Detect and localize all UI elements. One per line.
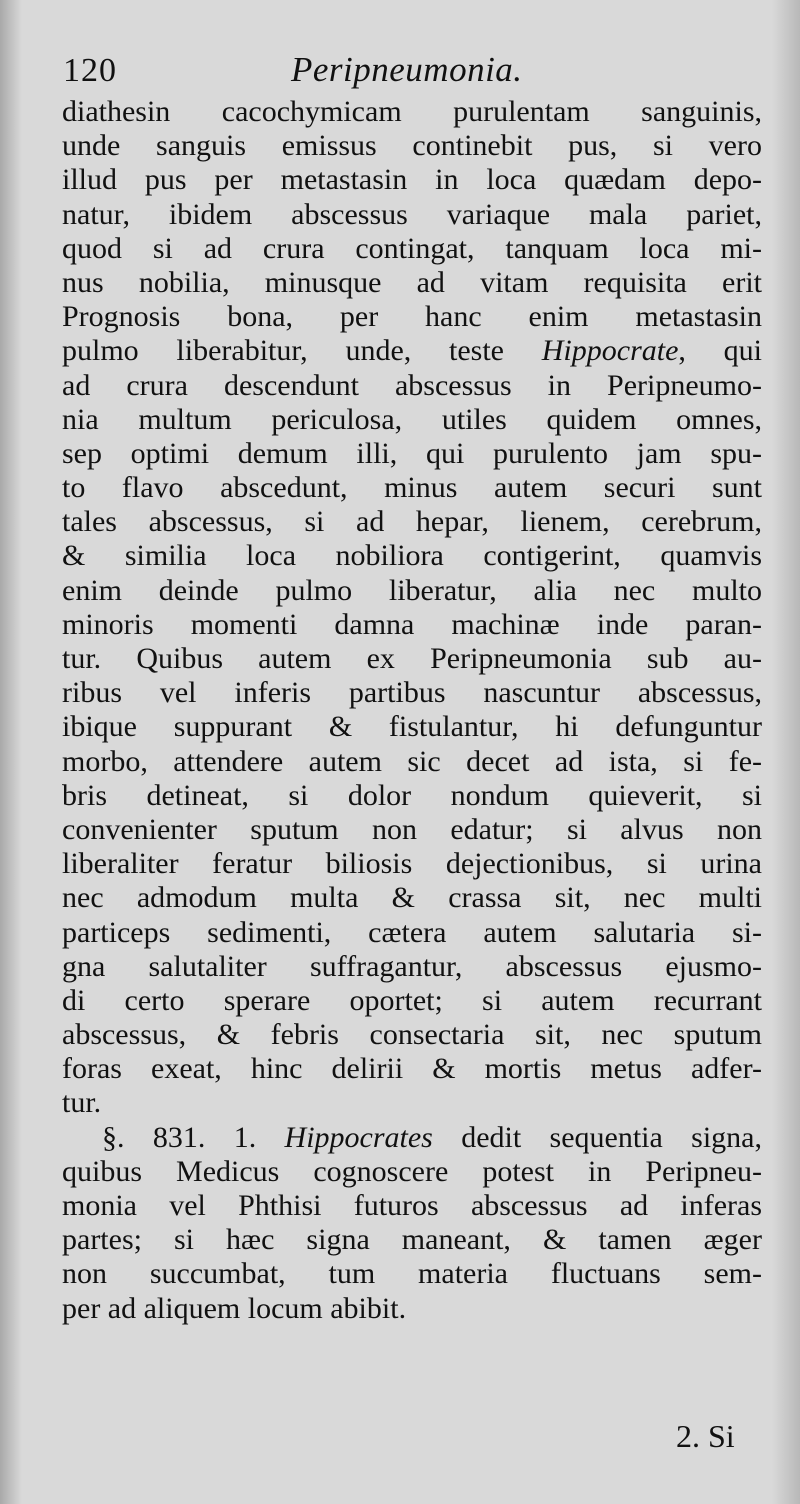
text-line: foras exeat, hinc delirii & mortis metus adfer- [62,1052,762,1086]
text-line: sep optimi demum illi, qui purulento jam spu- [62,436,762,470]
text-line: di certo sperare oportet; si autem recurrant [62,983,762,1017]
text-line: particeps sedimenti, cætera autem salutaria si- [62,915,762,949]
text-line: non succumbat, tum materia fluctuans sem- [62,1257,762,1291]
text-line: nec admodum multa & crassa sit, nec multi [62,881,762,915]
text-line: Prognosis bona, per hanc enim metastasin [62,300,762,334]
text-line: tur. [62,1086,102,1120]
section-start-line [62,1121,762,1155]
text-line: tales abscessus, si ad hepar, lienem, cerebrum, [62,505,762,539]
text-line: bris detineat, si dolor nondum quieverit, si [62,778,762,812]
text-line: quod si ad crura contingat, tanquam loca mi- [62,231,762,265]
text-line: ribus vel inferis partibus nascuntur abscessus, [62,676,762,710]
text-line: nia multum periculosa, utiles quidem omnes, [62,402,762,436]
text-line: abscessus, & febris consectaria sit, nec sputum [62,1018,762,1052]
body-text [62,95,762,1326]
text-line: ad crura descendunt abscessus in Peripneumo- [62,368,762,402]
text-line: partes; si hæc signa maneant, & tamen æger [62,1223,762,1257]
page-number: 120 [63,52,117,89]
page-header [63,48,763,98]
text-line: to flavo abscedunt, minus autem securi sunt [62,471,762,505]
running-title: Peripneumonia. [291,50,523,89]
section-number: §. 831. 1. [102,1120,285,1154]
text-line: diathesin cacochymicam purulentam sanguinis, [62,95,762,128]
text-line: enim deinde pulmo liberatur, alia nec multo [62,573,762,607]
text-line: convenienter sputum non edatur; si alvus non [62,812,762,846]
text-line: nus nobilia, minusque ad vitam requisita erit [62,265,762,299]
text-line: unde sanguis emissus continebit pus, si vero [62,129,762,163]
text-fragment: , qui [678,334,762,368]
text-line: illud pus per metastasin in loca quædam depo- [62,163,762,197]
italic-name: Hippocrate [541,334,679,368]
text-line: morbo, attendere autem sic decet ad ista, si fe- [62,744,762,778]
text-line: minoris momenti damna machinæ inde paran- [62,607,762,641]
text-line [62,334,762,368]
text-line: liberaliter feratur biliosis dejectionibus, si urina [62,847,762,881]
text-line: natur, ibidem abscessus variaque mala pariet, [62,197,762,231]
text-line: monia vel Phthisi futuros abscessus ad inferas [62,1189,762,1222]
text-line: tur. Quibus autem ex Peripneumonia sub au- [62,642,762,675]
text-fragment: pulmo liberabitur, unde, teste [62,334,542,368]
catchword: 2. Si [676,1418,735,1454]
text-line: ibique suppurant & fistulantur, hi defunguntur [62,710,762,744]
text-line: quibus Medicus cognoscere potest in Peripneu- [62,1154,762,1188]
text-line: gna salutaliter suffragantur, abscessus ejusmo- [62,949,762,983]
text-line: per ad aliquem locum abibit. [62,1291,407,1325]
text-line: & similia loca nobiliora contigerint, quamvis [62,539,762,573]
text-fragment: dedit sequentia signa, [432,1120,762,1154]
italic-name: Hippocrates [284,1120,433,1154]
